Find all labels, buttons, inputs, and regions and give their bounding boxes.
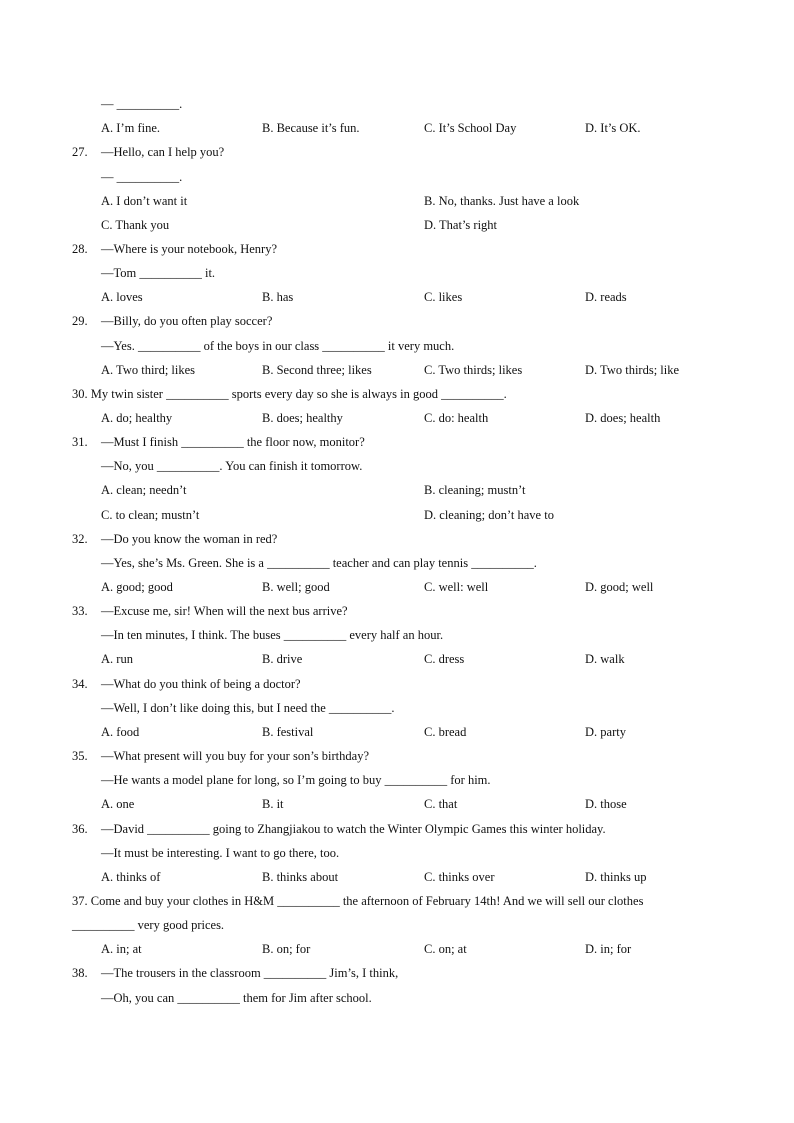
q34-number: 34. [72, 677, 88, 691]
q34-line2: —Well, I don’t like doing this, but I need the __________. [101, 701, 395, 715]
q35-stem: —What present will you buy for your son’s birthday? [101, 749, 370, 763]
q34-option-c[interactable]: C. bread [424, 725, 467, 739]
q37-stem: 37. Come and buy your clothes in H&M __________ the afternoon of February 14th! And we will sell our clothes [72, 894, 644, 908]
q26-option-a[interactable]: A. I’m fine. [101, 121, 161, 135]
q33-option-b[interactable]: B. drive [262, 652, 303, 666]
q34-option-b[interactable]: B. festival [262, 725, 314, 739]
q38-line2: —Oh, you can __________ them for Jim after school. [101, 991, 372, 1005]
q27-option-b[interactable]: B. No, thanks. Just have a look [424, 194, 580, 208]
q31-option-d[interactable]: D. cleaning; don’t have to [424, 508, 554, 522]
q33-stem: —Excuse me, sir! When will the next bus arrive? [101, 604, 348, 618]
q28-number: 28. [72, 242, 88, 256]
q35-line2: —He wants a model plane for long, so I’m going to buy __________ for him. [101, 773, 491, 787]
q30-option-c[interactable]: C. do: health [424, 411, 489, 425]
q33-option-c[interactable]: C. dress [424, 652, 465, 666]
q27-answer-line: — __________. [101, 170, 183, 184]
q33-option-d[interactable]: D. walk [585, 652, 625, 666]
q31-option-c[interactable]: C. to clean; mustn’t [101, 508, 200, 522]
q32-stem: —Do you know the woman in red? [101, 532, 278, 546]
q33-option-a[interactable]: A. run [101, 652, 133, 666]
q37-option-b[interactable]: B. on; for [262, 942, 311, 956]
q36-stem: —David __________ going to Zhangjiakou to watch the Winter Olympic Games this winter holiday. [101, 822, 606, 836]
q31-line2: —No, you __________. You can finish it tomorrow. [101, 459, 363, 473]
q30-option-a[interactable]: A. do; healthy [101, 411, 173, 425]
q28-option-a[interactable]: A. loves [101, 290, 143, 304]
q32-number: 32. [72, 532, 88, 546]
q37-option-a[interactable]: A. in; at [101, 942, 142, 956]
q29-option-c[interactable]: C. Two thirds; likes [424, 363, 523, 377]
q36-option-b[interactable]: B. thinks about [262, 870, 339, 884]
q27-number: 27. [72, 145, 88, 159]
q28-option-b[interactable]: B. has [262, 290, 294, 304]
q26-option-b[interactable]: B. Because it’s fun. [262, 121, 360, 135]
q27-option-c[interactable]: C. Thank you [101, 218, 170, 232]
q28-option-c[interactable]: C. likes [424, 290, 463, 304]
q31-stem: —Must I finish __________ the floor now, monitor? [101, 435, 365, 449]
q37-stem-line2: __________ very good prices. [72, 918, 225, 932]
q36-option-c[interactable]: C. thinks over [424, 870, 495, 884]
q35-option-d[interactable]: D. those [585, 797, 627, 811]
q31-option-b[interactable]: B. cleaning; mustn’t [424, 483, 526, 497]
q26-option-c[interactable]: C. It’s School Day [424, 121, 517, 135]
q26-option-d[interactable]: D. It’s OK. [585, 121, 641, 135]
q27-stem: —Hello, can I help you? [101, 145, 225, 159]
q30-option-d[interactable]: D. does; health [585, 411, 661, 425]
q30-option-b[interactable]: B. does; healthy [262, 411, 343, 425]
q38-stem: —The trousers in the classroom __________ Jim’s, I think, [101, 966, 399, 980]
q37-option-c[interactable]: C. on; at [424, 942, 467, 956]
q32-line2: —Yes, she’s Ms. Green. She is a __________ teacher and can play tennis __________. [101, 556, 537, 570]
q32-option-d[interactable]: D. good; well [585, 580, 654, 594]
q29-option-d[interactable]: D. Two thirds; like [585, 363, 680, 377]
q31-option-a[interactable]: A. clean; needn’t [101, 483, 187, 497]
q29-stem: —Billy, do you often play soccer? [101, 314, 273, 328]
q27-option-d[interactable]: D. That’s right [424, 218, 498, 232]
q29-option-b[interactable]: B. Second three; likes [262, 363, 372, 377]
q36-option-d[interactable]: D. thinks up [585, 870, 647, 884]
q30-stem: 30. My twin sister __________ sports every day so she is always in good __________. [72, 387, 507, 401]
q29-number: 29. [72, 314, 88, 328]
q28-option-d[interactable]: D. reads [585, 290, 627, 304]
q36-number: 36. [72, 822, 88, 836]
q29-line2: —Yes. __________ of the boys in our class __________ it very much. [101, 339, 455, 353]
q32-option-b[interactable]: B. well; good [262, 580, 330, 594]
q35-option-b[interactable]: B. it [262, 797, 284, 811]
q27-option-a[interactable]: A. I don’t want it [101, 194, 188, 208]
q36-line2: —It must be interesting. I want to go there, too. [101, 846, 340, 860]
q34-option-d[interactable]: D. party [585, 725, 626, 739]
q34-option-a[interactable]: A. food [101, 725, 140, 739]
q33-line2: —In ten minutes, I think. The buses __________ every half an hour. [101, 628, 444, 642]
q31-number: 31. [72, 435, 88, 449]
q34-stem: —What do you think of being a doctor? [101, 677, 301, 691]
q28-line2: —Tom __________ it. [101, 266, 216, 280]
q37-option-d[interactable]: D. in; for [585, 942, 632, 956]
q36-option-a[interactable]: A. thinks of [101, 870, 161, 884]
q28-stem: —Where is your notebook, Henry? [101, 242, 277, 256]
q35-option-a[interactable]: A. one [101, 797, 135, 811]
q29-option-a[interactable]: A. Two third; likes [101, 363, 196, 377]
q35-option-c[interactable]: C. that [424, 797, 458, 811]
q32-option-a[interactable]: A. good; good [101, 580, 173, 594]
q26-answer-line: — __________. [101, 97, 183, 111]
q35-number: 35. [72, 749, 88, 763]
q38-number: 38. [72, 966, 88, 980]
q33-number: 33. [72, 604, 88, 618]
q32-option-c[interactable]: C. well: well [424, 580, 489, 594]
